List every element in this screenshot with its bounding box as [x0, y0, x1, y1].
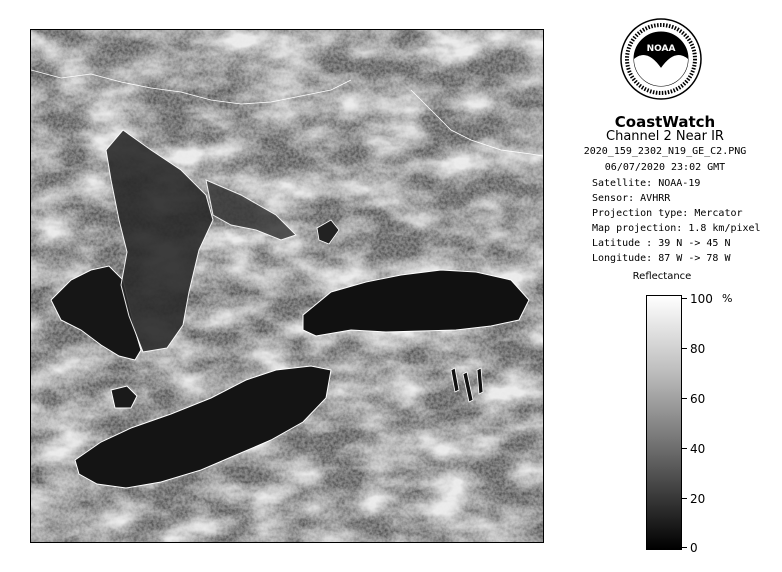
svg-text:NOAA: NOAA: [646, 44, 676, 54]
reflectance-colorbar: [646, 295, 682, 550]
colorbar-tick: [681, 547, 687, 548]
map-projection-label: Map projection: 1.8 km/pixel: [592, 223, 761, 234]
filename-label: 2020_159_2302_N19_GE_C2.PNG: [583, 146, 747, 157]
colorbar-title: Reflectance: [632, 271, 692, 282]
colorbar-tick-label: 40: [690, 442, 706, 456]
colorbar-tick: [681, 448, 687, 449]
sensor-label: Sensor: AVHRR: [592, 193, 671, 204]
colorbar-tick: [681, 498, 687, 499]
colorbar-tick-label: 60: [690, 392, 706, 406]
satellite-label: Satellite: NOAA-19: [592, 178, 701, 189]
colorbar-tick-label: 100: [690, 292, 713, 306]
noaa-logo-icon: [620, 18, 702, 100]
projection-type-label: Projection type: Mercator: [592, 208, 743, 219]
datetime-label: 06/07/2020 23:02 GMT: [604, 162, 726, 173]
colorbar-tick: [681, 348, 687, 349]
satellite-image: [30, 29, 544, 543]
colorbar-unit: %: [722, 292, 733, 305]
longitude-label: Longitude: 87 W -> 78 W: [592, 253, 731, 264]
colorbar-tick: [681, 298, 687, 299]
latitude-label: Latitude : 39 N -> 45 N: [592, 238, 731, 249]
satellite-image-canvas: [31, 30, 543, 542]
brand-title: CoastWatch: [614, 113, 716, 131]
colorbar-tick: [681, 398, 687, 399]
colorbar-tick-label: 0: [690, 541, 698, 555]
noaa-logo: [620, 18, 702, 100]
colorbar-tick-label: 20: [690, 492, 706, 506]
colorbar-tick-label: 80: [690, 342, 706, 356]
channel-label: Channel 2 Near IR: [606, 129, 724, 144]
